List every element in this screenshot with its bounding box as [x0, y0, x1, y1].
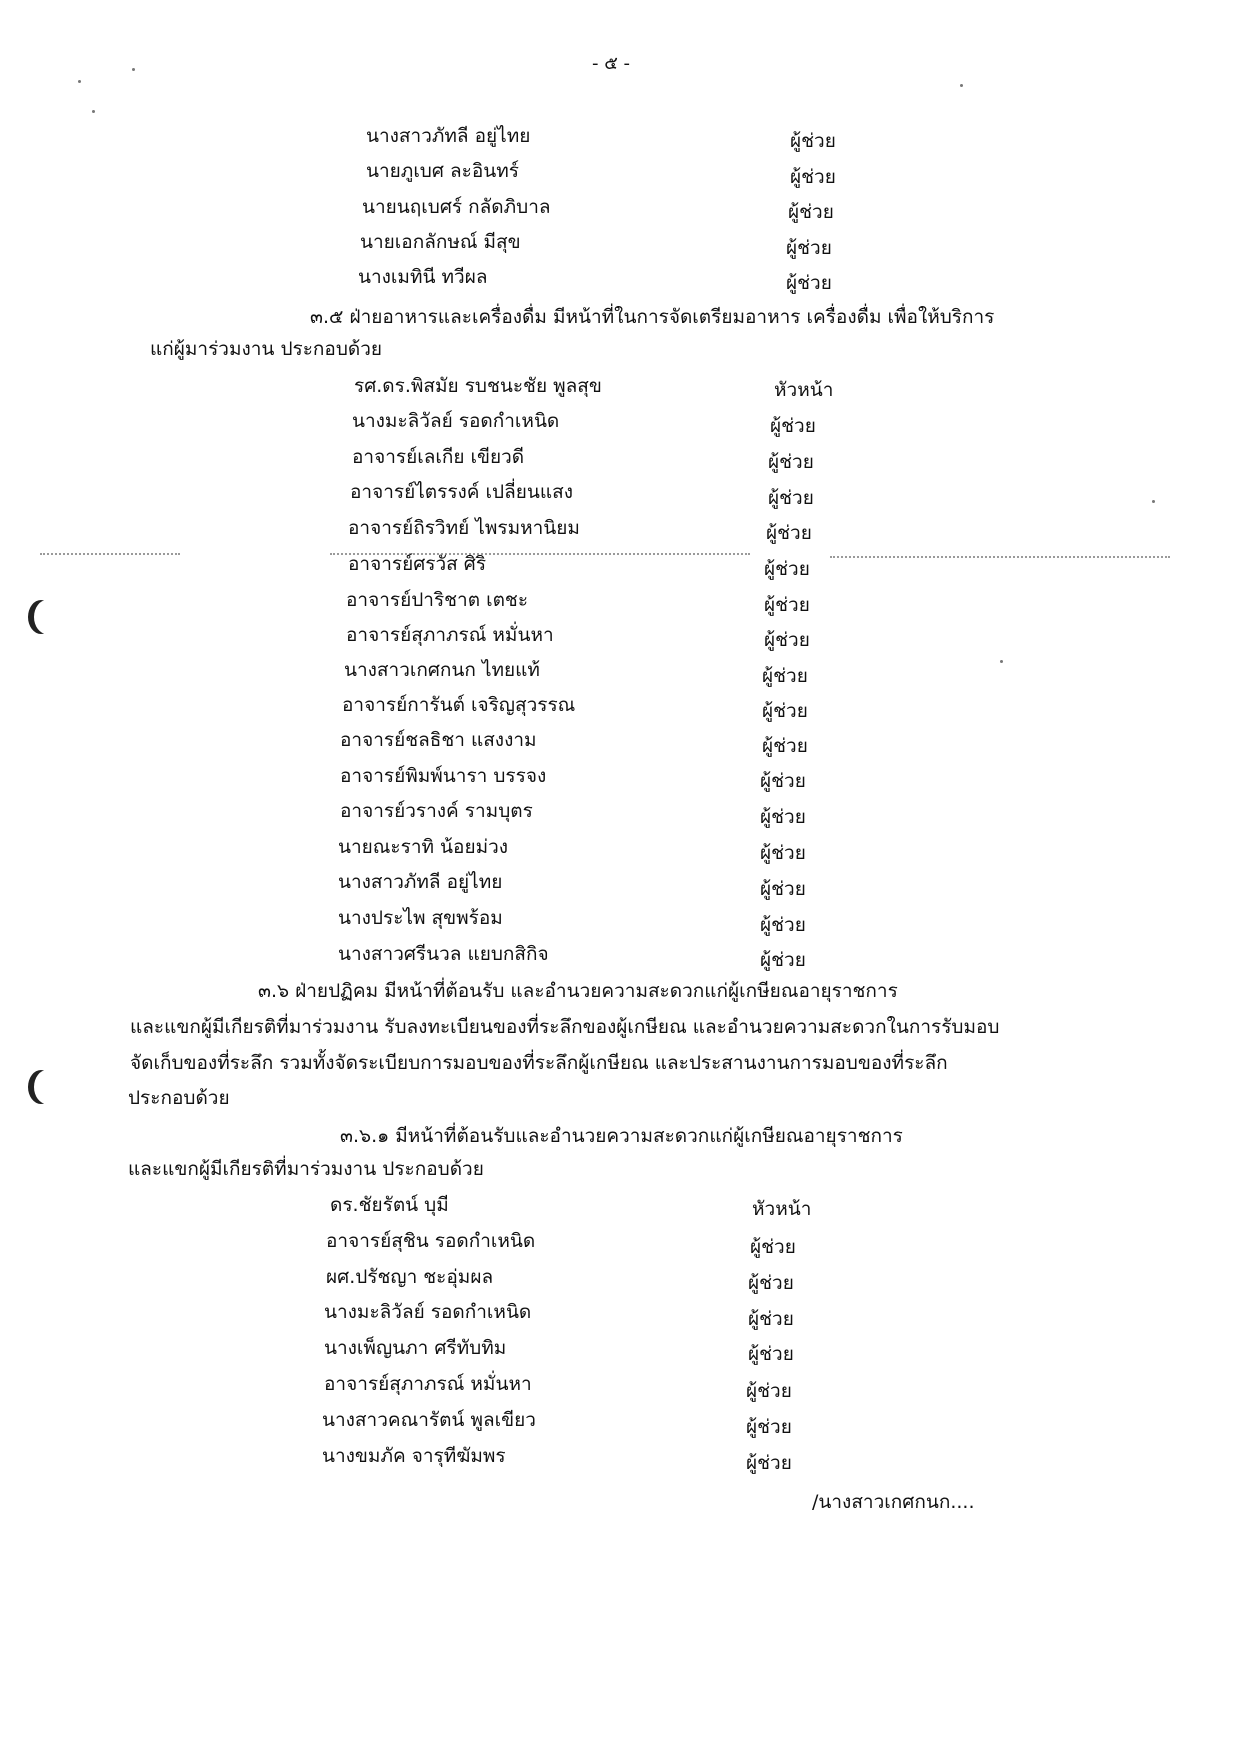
member-role: ผู้ช่วย [760, 806, 806, 828]
member-role: ผู้ช่วย [790, 166, 836, 188]
member-name: ดร.ชัยรัตน์ บุมี [330, 1194, 449, 1216]
page-number: - ๕ - [592, 53, 631, 74]
member-name: อาจารย์เลเกีย เขียวดี [352, 446, 525, 468]
member-role: ผู้ช่วย [762, 700, 808, 722]
member-role: หัวหน้า [752, 1198, 812, 1220]
scan-speck [132, 68, 135, 71]
member-name: นางเมทินี ทวีผล [358, 266, 488, 288]
member-name: นางขมภัค จารุทีฆัมพร [322, 1445, 506, 1467]
paragraph-line: และแขกผู้มีเกียรติที่มาร่วมงาน รับลงทะเบียนของที่ระลึกของผู้เกษียณ และอำนวยความสะดวกในการรับมอบ [130, 1016, 1000, 1038]
member-role: ผู้ช่วย [768, 451, 814, 473]
member-role: ผู้ช่วย [746, 1452, 792, 1474]
scan-speck [960, 84, 963, 87]
member-role: ผู้ช่วย [764, 594, 810, 616]
member-name: อาจารย์ปาริชาต เตชะ [346, 589, 529, 611]
member-role: ผู้ช่วย [764, 629, 810, 651]
member-name: ผศ.ปรัชญา ชะอุ่มผล [326, 1266, 494, 1288]
member-role: ผู้ช่วย [748, 1343, 794, 1365]
member-role: ผู้ช่วย [764, 558, 810, 580]
member-name: อาจารย์ไตรรงค์ เปลี่ยนแสง [350, 481, 573, 503]
member-role: ผู้ช่วย [766, 522, 812, 544]
member-role: ผู้ช่วย [746, 1416, 792, 1438]
member-name: นางสาวภัทลี อยู่ไทย [366, 125, 531, 147]
member-name: นายนฤเบศร์ กลัดภิบาล [362, 196, 551, 218]
member-name: อาจารย์ถิรวิทย์ ไพรมหานิยม [348, 517, 580, 539]
member-name: อาจารย์สุชิน รอดกำเหนิด [326, 1230, 536, 1252]
member-name: อาจารย์สุภาภรณ์ หมั่นหา [324, 1373, 532, 1395]
member-role: ผู้ช่วย [760, 770, 806, 792]
scan-dotted-line [40, 553, 180, 555]
member-name: นางประไพ สุขพร้อม [338, 907, 503, 929]
member-role: ผู้ช่วย [750, 1236, 796, 1258]
scan-speck [78, 80, 81, 83]
member-name: รศ.ดร.พิสมัย รบชนะชัย พูลสุข [354, 375, 602, 397]
member-role: ผู้ช่วย [760, 878, 806, 900]
punch-hole-mark [34, 1070, 60, 1104]
member-name: นางมะลิวัลย์ รอดกำเหนิด [324, 1301, 532, 1323]
member-role: ผู้ช่วย [760, 949, 806, 971]
member-name: อาจารย์การันต์ เจริญสุวรรณ [342, 694, 576, 716]
member-name: อาจารย์ชลธิชา แสงงาม [340, 729, 537, 751]
member-name: อาจารย์พิมพ์นารา บรรจง [340, 765, 547, 787]
scan-speck [92, 110, 95, 113]
member-name: นางมะลิวัลย์ รอดกำเหนิด [352, 410, 560, 432]
section-3-6-1-heading-cont: และแขกผู้มีเกียรติที่มาร่วมงาน ประกอบด้วย [128, 1158, 484, 1180]
member-name: นางสาวเกศกนก ไทยแท้ [344, 659, 540, 681]
member-role: ผู้ช่วย [770, 415, 816, 437]
member-name: อาจารย์วรางค์ รามบุตร [340, 800, 533, 822]
scan-dotted-line [830, 556, 1170, 558]
member-name: นางสาวภัทลี อยู่ไทย [338, 871, 503, 893]
scan-speck [1000, 660, 1003, 663]
paragraph-line: ประกอบด้วย [128, 1087, 230, 1109]
member-name: นายเอกลักษณ์ มีสุข [360, 231, 521, 253]
scan-speck [1152, 500, 1155, 503]
member-name: นางเพ็ญนภา ศรีทับทิม [324, 1337, 507, 1359]
member-name: อาจารย์สุภาภรณ์ หมั่นหา [346, 624, 554, 646]
member-role: ผู้ช่วย [788, 201, 834, 223]
member-role: ผู้ช่วย [760, 914, 806, 936]
section-3-6-1-heading: ๓.๖.๑ มีหน้าที่ต้อนรับและอำนวยความสะดวกแก่ผู้เกษียณอายุราชการ [340, 1125, 903, 1147]
section-3-5-heading: ๓.๕ ฝ่ายอาหารและเครื่องดื่ม มีหน้าที่ในการจัดเตรียมอาหาร เครื่องดื่ม เพื่อให้บริการ [310, 306, 995, 328]
member-role: ผู้ช่วย [790, 130, 836, 152]
member-role: ผู้ช่วย [760, 842, 806, 864]
member-role: ผู้ช่วย [762, 735, 808, 757]
paragraph-line: จัดเก็บของที่ระลึก รวมทั้งจัดระเบียบการมอบของที่ระลึกผู้เกษียณ และประสานงานการมอบของที่ระลึก [130, 1052, 948, 1074]
member-name: นายภูเบศ ละอินทร์ [366, 160, 519, 182]
member-role: ผู้ช่วย [786, 272, 832, 294]
member-role: ผู้ช่วย [746, 1380, 792, 1402]
member-role: ผู้ช่วย [748, 1308, 794, 1330]
member-role: ผู้ช่วย [762, 665, 808, 687]
member-role: ผู้ช่วย [786, 237, 832, 259]
paragraph-line: ๓.๖ ฝ่ายปฏิคม มีหน้าที่ต้อนรับ และอำนวยความสะดวกแก่ผู้เกษียณอายุราชการ [258, 980, 898, 1002]
member-name: นางสาวคณารัตน์ พูลเขียว [322, 1409, 536, 1431]
member-name: นายณะราทิ น้อยม่วง [338, 836, 509, 858]
member-role: ผู้ช่วย [748, 1272, 794, 1294]
member-role: ผู้ช่วย [768, 487, 814, 509]
member-role: หัวหน้า [774, 379, 834, 401]
punch-hole-mark [34, 600, 60, 634]
member-name: อาจารย์ศรวัส ศิริ [348, 553, 487, 575]
continuation-note: /นางสาวเกศกนก.... [812, 1491, 975, 1513]
member-name: นางสาวศรีนวล แยบกสิกิจ [338, 943, 549, 965]
section-3-5-heading-cont: แก่ผู้มาร่วมงาน ประกอบด้วย [150, 338, 383, 360]
